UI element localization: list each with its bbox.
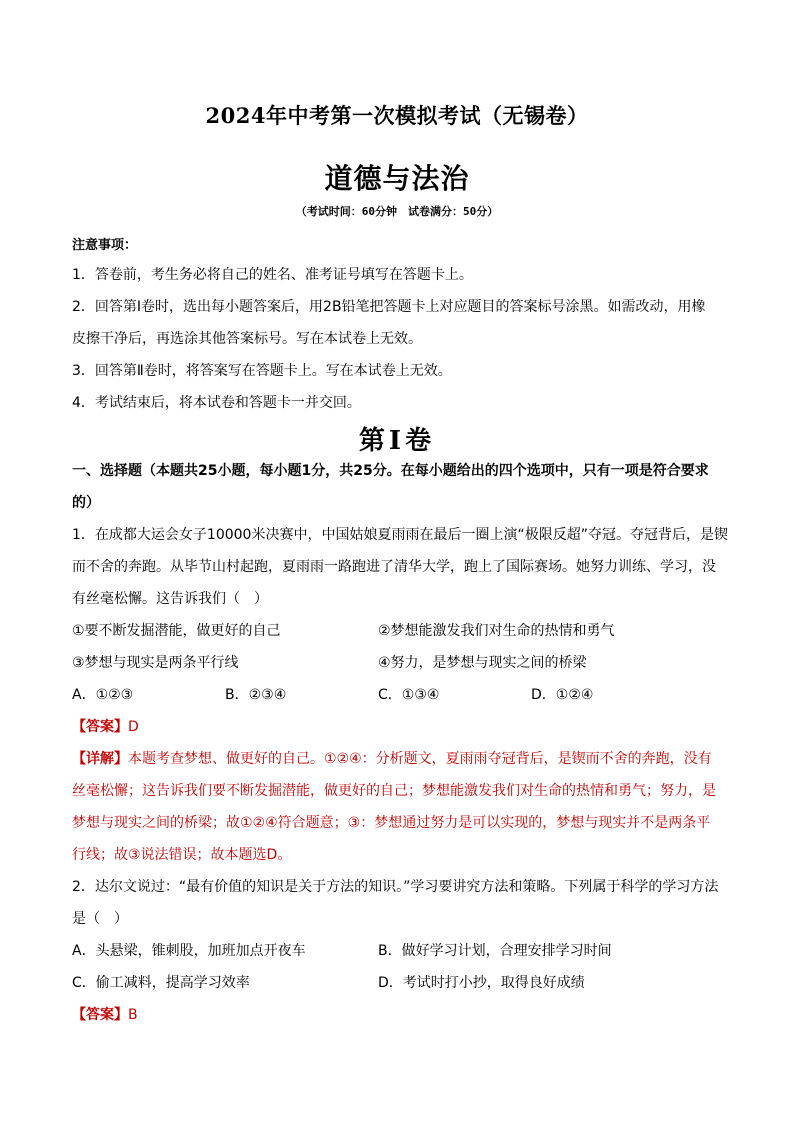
question-stem-line: 2．达尔文说过：“最有价值的知识是关于方法的知识。”学习要讲究方法和策略。下列属于科学的学习方法 bbox=[72, 879, 719, 895]
option: A．①②③ bbox=[72, 687, 134, 703]
notice-item: 4．考试结束后，将本试卷和答题卡一并交回。 bbox=[72, 395, 361, 411]
answer-tag: 【答案】 bbox=[72, 719, 128, 735]
explain-tag: 【详解】 bbox=[72, 751, 128, 767]
notice-heading: 注意事项： bbox=[72, 238, 138, 253]
section-title: 第Ⅰ卷 bbox=[358, 426, 436, 456]
section-instruction bbox=[72, 455, 722, 487]
statements-row bbox=[72, 615, 722, 647]
answer-value: D bbox=[128, 719, 139, 735]
option: D．①②④ bbox=[531, 687, 594, 703]
option: B．②③④ bbox=[225, 687, 287, 703]
option: B．做好学习计划，合理安排学习时间 bbox=[378, 943, 612, 959]
subject-title: 道德与法治 bbox=[324, 162, 470, 195]
statement: ④努力，是梦想与现实之间的桥梁 bbox=[378, 655, 587, 671]
notice-item: 2．回答第Ⅰ卷时，选出每小题答案后，用2B铅笔把答题卡上对应题目的答案标号涂黑。如需改动，用橡 bbox=[72, 299, 706, 315]
notice-item: 1．答卷前，考生务必将自己的姓名、准考证号填写在答题卡上。 bbox=[72, 267, 473, 283]
explanation-line: 丝毫松懈；这告诉我们要不断发掘潜能，做更好的自己；梦想能激发我们对生命的热情和勇气；努力，是 bbox=[72, 783, 716, 799]
exam-title: 2024年中考第一次模拟考试（无锡卷） bbox=[205, 103, 589, 128]
statement: ②梦想能激发我们对生命的热情和勇气 bbox=[378, 623, 615, 639]
question-stem-line: 1．在成都大运会女子10000米决赛中，中国姑娘夏雨雨在最后一圈上演“极限反超”夺冠。夺冠背后，是锲 bbox=[72, 527, 728, 543]
options-row bbox=[72, 935, 722, 967]
instruction-prefix: 一、选择题（ bbox=[72, 463, 156, 479]
answer-line bbox=[72, 711, 722, 743]
question-1 bbox=[72, 519, 728, 871]
option: C．偷工减料，提高学习效率 bbox=[72, 975, 250, 991]
notice-list bbox=[72, 259, 722, 419]
notice-item: 3．回答第Ⅱ卷时，将答案写在答题卡上。写在本试卷上无效。 bbox=[72, 363, 452, 379]
option: D．考试时打小抄，取得良好成绩 bbox=[378, 975, 585, 991]
options-row bbox=[72, 679, 722, 711]
statements-row bbox=[72, 647, 722, 679]
option: A．头悬梁，锥刺股，加班加点开夜车 bbox=[72, 943, 306, 959]
question-2 bbox=[72, 871, 722, 1031]
explanation-text: 本题考查梦想、做更好的自己。①②④：分析题文，夏雨雨夺冠背后，是锲而不舍的奔跑，没有 bbox=[128, 751, 712, 767]
answer-line bbox=[72, 999, 722, 1031]
exam-info: （考试时间：60分钟 试卷满分：50分） bbox=[295, 205, 499, 218]
option: C．①③④ bbox=[378, 687, 440, 703]
explanation-line: 行线；故③说法错误；故本题选D。 bbox=[72, 847, 292, 863]
instruction-text: 本题共25小题，每小题1分，共25分。在每小题给出的四个选项中，只有一项是符合要求 bbox=[156, 463, 709, 479]
part-one-content bbox=[72, 455, 728, 1031]
instruction-line2: 的） bbox=[72, 495, 100, 511]
question-stem-line: 是（ ） bbox=[72, 911, 128, 927]
explanation-line: 梦想与现实之间的桥梁；故①②④符合题意；③：梦想通过努力是可以实现的，梦想与现实并不是两条平 bbox=[72, 815, 711, 831]
question-stem-line: 有丝毫松懈。这告诉我们（ ） bbox=[72, 591, 268, 607]
statement: ③梦想与现实是两条平行线 bbox=[72, 655, 239, 671]
answer-value: B bbox=[128, 1007, 138, 1023]
notice-item: 皮擦干净后，再选涂其他答案标号。写在本试卷上无效。 bbox=[72, 331, 422, 347]
statement: ①要不断发掘潜能，做更好的自己 bbox=[72, 623, 281, 639]
answer-tag: 【答案】 bbox=[72, 1007, 128, 1023]
explanation-line bbox=[72, 743, 722, 775]
question-stem-line: 而不舍的奔跑。从毕节山村起跑，夏雨雨一路跑进了清华大学，跑上了国际赛场。她努力训练、学习，没 bbox=[72, 559, 716, 575]
options-row bbox=[72, 967, 722, 999]
